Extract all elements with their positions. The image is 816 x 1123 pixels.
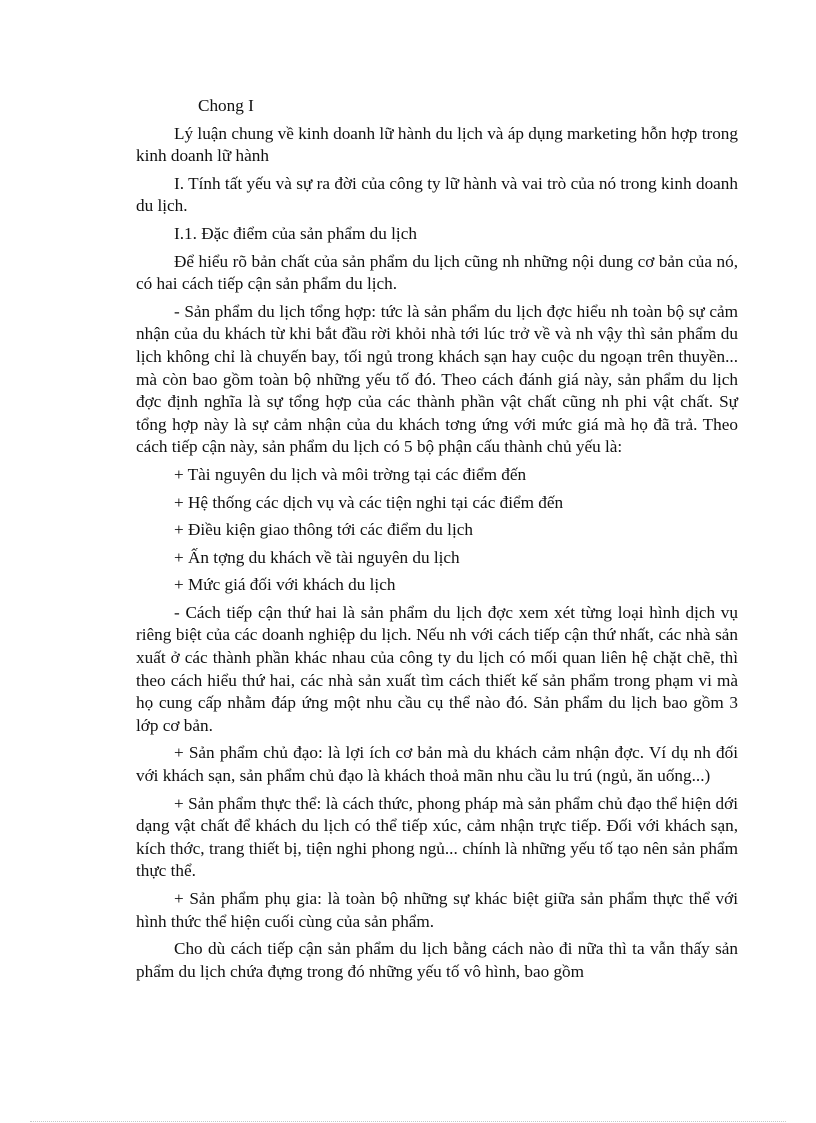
body-paragraph: + Sản phẩm thực thể: là cách thức, phong pháp mà sản phẩm chủ đạo thể hiện dới dạng vật chất để khách du lịch có thể tiếp xúc, cảm nhận trực tiếp. Đối với khách sạn, kích thớc, trang thiết bị, tiện nghi phong ngủ... chính là những yếu tố tạo nên sản phẩm thực thể. — [136, 793, 738, 881]
list-item: + Ấn tợng du khách về tài nguyên du lịch — [174, 547, 460, 567]
list-item: + Điều kiện giao thông tới các điểm du lịch — [174, 520, 473, 540]
chapter-heading: Chong I — [198, 96, 254, 115]
body-paragraph: + Sản phẩm phụ gia: là toàn bộ những sự khác biệt giữa sản phẩm thực thể với hình thức thể hiện cuối cùng của sản phẩm. — [136, 889, 738, 931]
page-footer-rule — [30, 1121, 786, 1122]
section-heading: I. Tính tất yếu và sự ra đời của công ty lữ hành và vai trò của nó trong kinh doanh du lịch. — [136, 173, 738, 216]
body-paragraph: - Sản phẩm du lịch tổng hợp: tức là sản phẩm du lịch đợc hiểu nh toàn bộ sự cảm nhận của du khách từ khi bắt đầu rời khỏi nhà tới lúc trở về và nh vậy thì sản phẩm du lịch không chỉ là chuyến bay, tối ngủ trong khách sạn hay cuộc du ngoạn trên thuyền... mà còn bao gồm toàn bộ những yếu tố đó. Theo cách đánh giá này, sản phẩm du lịch đợc định nghĩa là sự tổng hợp của các thành phần vật chất cũng nh phi vật chất. Sự tổng hợp này là sự cảm nhận của du khách tơng ứng với mức giá mà họ đã trả. Theo cách tiếp cận này, sản phẩm du lịch có 5 bộ phận cấu thành chủ yếu là: — [136, 301, 738, 457]
list-item: + Mức giá đối với khách du lịch — [174, 575, 396, 595]
body-paragraph: + Sản phẩm chủ đạo: là lợi ích cơ bản mà du khách cảm nhận đợc. Ví dụ nh đối với khách sạn, sản phẩm chủ đạo là khách thoả mãn nhu cầu lu trú (ngủ, ăn uống...) — [136, 743, 738, 786]
list-item: + Tài nguyên du lịch và môi trờng tại các điểm đến — [174, 464, 527, 484]
subsection-heading: I.1. Đặc điểm của sản phẩm du lịch — [174, 223, 417, 243]
document-body — [136, 95, 738, 988]
body-paragraph: Để hiểu rõ bản chất của sản phẩm du lịch cũng nh những nội dung cơ bản của nó, có hai cách tiếp cận sản phẩm du lịch. — [136, 251, 738, 294]
list-item: + Hệ thống các dịch vụ và các tiện nghi tại các điểm đến — [174, 492, 564, 512]
chapter-title-paragraph: Lý luận chung về kinh doanh lữ hành du lịch và áp dụng marketing hỗn hợp trong kinh doanh lữ hành — [136, 123, 738, 166]
body-paragraph: Cho dù cách tiếp cận sản phẩm du lịch bằng cách nào đi nữa thì ta vẫn thấy sản phẩm du lịch chứa đựng trong đó những yếu tố vô hình, bao gồm — [136, 939, 738, 981]
body-paragraph: - Cách tiếp cận thứ hai là sản phẩm du lịch đợc xem xét từng loại hình dịch vụ riêng biệt của các doanh nghiệp du lịch. Nếu nh với cách tiếp cận thứ nhất, các nhà sản xuất ở các thành phần khác nhau của công ty du lịch có mối quan liên hệ chặt chẽ, thì theo cách hiểu thứ hai, các nhà sản xuất tìm cách thiết kế sản phẩm trong phạm vi mà họ cung cấp nhằm đáp ứng một nhu cầu cụ thể nào đó. Sản phẩm du lịch bao gồm 3 lớp cơ bản. — [136, 602, 738, 735]
